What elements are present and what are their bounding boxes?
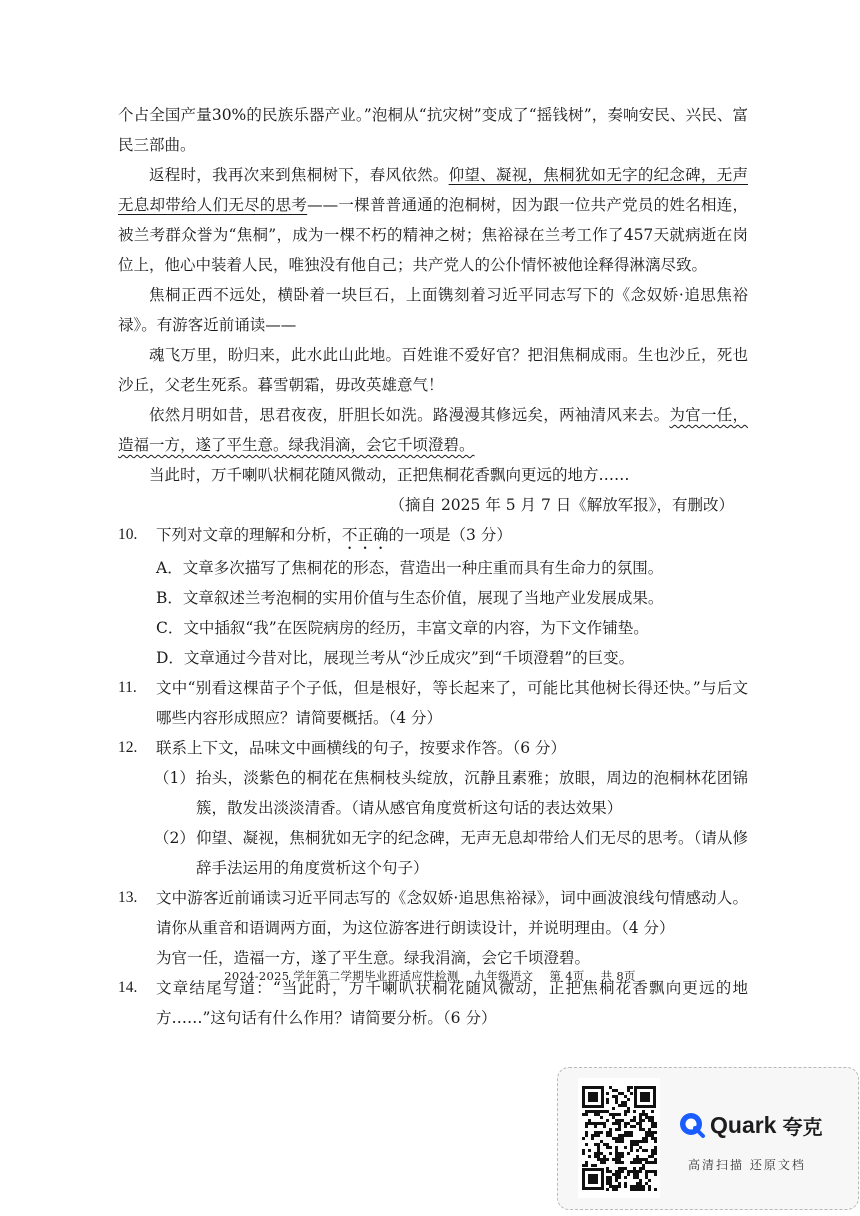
- poem-text: 依然月明如昔，思君夜夜，肝胆长如洗。路漫漫其修远矣，两袖清风来去。: [149, 406, 670, 424]
- quark-tagline: 高清扫描 还原文档: [688, 1158, 806, 1172]
- page-footer: [0, 968, 860, 984]
- option-d: D．文章通过今昔对比，展现兰考从“沙丘成灾”到“千顷澄碧”的巨变。: [156, 649, 635, 667]
- subject-label: 九年级语文: [474, 969, 534, 983]
- poem-stanza: [118, 400, 748, 460]
- exam-title: 2024-2025 学年第二学期毕业班适应性检测: [224, 969, 459, 983]
- question-number: 10.: [118, 526, 138, 543]
- question-number: 14.: [118, 979, 138, 996]
- question-13: [118, 883, 748, 943]
- question-10: [118, 520, 748, 553]
- quark-logo: [678, 1108, 848, 1142]
- page-number: 第 4页: [549, 969, 585, 983]
- option-b: B．文章叙述兰考泡桐的实用价值与生态价值，展现了当地产业发展成果。: [156, 589, 664, 607]
- article-paragraph: 当此时，万千喇叭状桐花随风微动，正把焦桐花香飘向更远的地方……: [149, 466, 630, 484]
- stem-text: 的一项是（3 分）: [388, 526, 512, 544]
- article-paragraph: [118, 160, 748, 280]
- article-paragraph: 焦桐正西不远处，横卧着一块巨石，上面镌刻着习近平同志写下的《念奴娇·追思焦裕禄》。有游客近前诵读——: [118, 286, 748, 334]
- total-pages: 共 8页: [600, 969, 636, 983]
- question-number: 12.: [118, 739, 138, 756]
- quoted-lines: 为官一任，造福一方，遂了平生意。绿我涓滴，会它千顷澄碧。: [156, 949, 591, 967]
- sub-question-2: [154, 823, 748, 883]
- emphasis-dotted: 不正确: [342, 526, 389, 544]
- quark-brand: Quark: [710, 1111, 777, 1138]
- wavy-underlined-lines: 为官一任，造福一方，遂了平生意。绿我涓滴，会它千顷澄碧。: [118, 406, 748, 454]
- sub-question-1: [154, 763, 748, 823]
- poem-stanza: 魂飞万里，盼归来，此水此山此地。百姓谁不爱好官？把泪焦桐成雨。生也沙丘，死也沙丘，父老生死系。暮雪朝霜，毋改英雄意气！: [118, 346, 748, 394]
- option-a: A．文章多次描写了焦桐花的形态，营造出一种庄重而具有生命力的氛围。: [156, 559, 664, 577]
- question-stem: 联系上下文，品味文中画横线的句子，按要求作答。（6 分）: [156, 739, 567, 757]
- question-stem: 文中“别看这棵苗子个子低，但是根好，等长起来了，可能比其他树长得还快。”与后文哪些内容形成照应？请简要概括。（4 分）: [156, 679, 748, 727]
- article-paragraph: 个占全国产量30%的民族乐器产业。”泡桐从“抗灾树”变成了“摇钱树”，奏响安民、兴民、富民三部曲。: [118, 106, 748, 154]
- question-stem: [156, 520, 748, 553]
- question-12: [118, 733, 748, 763]
- question-11: [118, 673, 748, 733]
- quark-logo-icon: [678, 1111, 706, 1139]
- article-source: （摘自 2025 年 5 月 7 日《解放军报》，有删改）: [389, 496, 734, 514]
- sub-question-text: 仰望、凝视，焦桐犹如无字的纪念碑，无声无息却带给人们无尽的思考。（请从修辞手法运用的角度赏析这个句子）: [196, 829, 748, 877]
- sub-question-number: （1）: [154, 769, 195, 787]
- quark-brand-cn: 夸克: [782, 1114, 823, 1139]
- qr-code-icon[interactable]: [578, 1078, 660, 1198]
- question-stem: 文章结尾写道：“当此时，万千喇叭状桐花随风微动，正把焦桐花香飘向更远的地方……”这句话有什么作用？请简要分析。（6 分）: [156, 979, 748, 1027]
- sub-question-text: 抬头，淡紫色的桐花在焦桐枝头绽放，沉静且素雅；放眼，周边的泡桐林花团锦簇，散发出淡淡清香。（请从感官角度赏析这句话的表达效果）: [196, 769, 748, 817]
- article-text: ——一棵普普通通的泡桐树，因为跟一位共产党员的姓名相连，被兰考群众誉为“焦桐”，成为一棵不朽的精神之树；焦裕禄在兰考工作了457天就病逝在岗位上，他心中装着人民，唯独没有他自己；共产党人的公仆情怀被他诠释得淋漓尽致。: [118, 196, 748, 274]
- underlined-sentence: 仰望、凝视，焦桐犹如无字的纪念碑，无声无息却带给人们无尽的思考: [118, 166, 748, 214]
- article-text: 返程时，我再次来到焦桐树下，春风依然。: [149, 166, 449, 184]
- question-stem: 文中游客近前诵读习近平同志写的《念奴娇·追思焦裕禄》，词中画波浪线句情感动人。请你从重音和语调两方面，为这位游客进行朗读设计，并说明理由。（4 分）: [156, 889, 748, 937]
- question-number: 11.: [118, 679, 137, 696]
- article-body: [118, 100, 748, 1033]
- sub-question-number: （2）: [154, 829, 195, 847]
- question-number: 13.: [118, 889, 138, 906]
- option-c: C．文中插叙“我”在医院病房的经历，丰富文章的内容，为下文作铺垫。: [156, 619, 649, 637]
- quark-watermark-card[interactable]: [557, 1067, 859, 1210]
- stem-text: 下列对文章的理解和分析，: [156, 526, 343, 544]
